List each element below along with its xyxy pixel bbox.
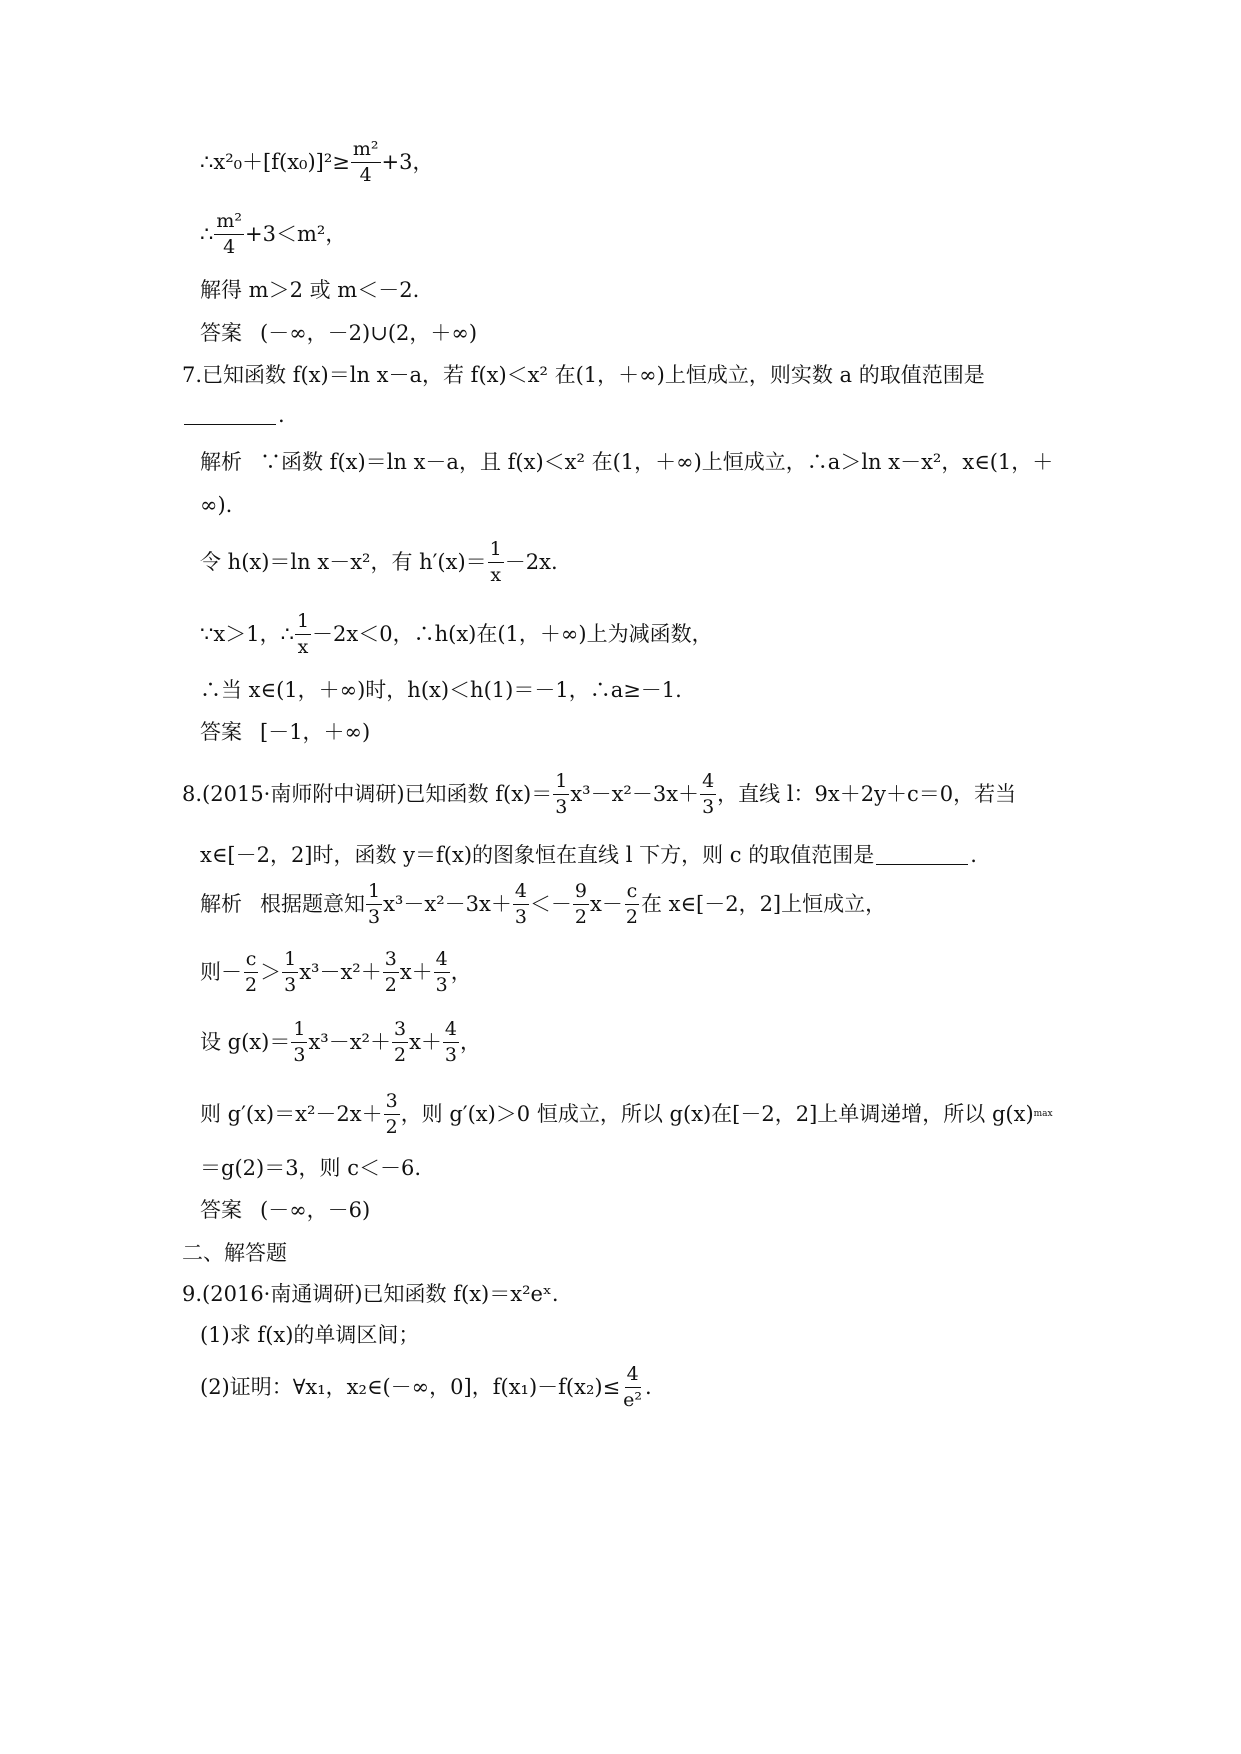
ineq1-prefix: ∴ <box>200 150 214 174</box>
fraction-4-over-3: $\frac{4}{3}$ <box>444 1018 458 1066</box>
analysis-label: 解析 <box>200 892 242 916</box>
answer-line-6 <box>200 323 477 344</box>
fraction-9-over-2: $\frac{9}{2}$ <box>574 880 588 928</box>
q7-analysis-2: ∞). <box>200 493 233 517</box>
fraction-c-over-2: $\frac{c}{2}$ <box>625 880 638 928</box>
solve-line: 解得 m＞2 或 m＜－2. <box>200 278 420 302</box>
q7-analysis-1: 解析 ∵函数 f(x)＝ln x－a，且 f(x)＜x² 在(1，＋∞)上恒成立，∴a＞ln x－x²，x∈(1，＋ <box>200 450 1054 474</box>
q8-answer: 答案 (－∞，－6) <box>200 1198 371 1222</box>
q8-analysis-2: 则－ $\frac{c}{2}$ ＞ $\frac{1}{3}$ x³－x²＋ $\frac{3}{2}$ x＋ $\frac{4}{3}$ ， <box>200 948 472 996</box>
q7-number: 7. <box>182 363 203 387</box>
ineq-line-2 <box>200 212 346 257</box>
q7-blank-line: . <box>182 405 285 426</box>
fraction-3-over-2: $\frac{3}{2}$ <box>384 948 397 996</box>
answer-label: 答案 <box>200 1198 242 1222</box>
analysis-label: 解析 <box>200 450 242 474</box>
q8-analysis-5: ＝g(2)＝3，则 c＜－6. <box>200 1156 422 1180</box>
answer-blank <box>184 406 276 425</box>
ineq2-rest: +3＜ <box>245 222 297 246</box>
ineq2-prefix: ∴ <box>200 222 214 246</box>
fraction-c-over-2: $\frac{c}{2}$ <box>245 948 258 996</box>
answer-label: 答案 <box>200 720 242 744</box>
q7-analysis-4: ∵x＞1，∴ $\frac{1}{x}$ －2x＜0，∴h(x)在(1，＋∞)上为减函数， <box>200 610 713 658</box>
fraction-1-over-3: $\frac{1}{3}$ <box>293 1018 306 1066</box>
answer-blank <box>876 846 968 865</box>
ineq1-rest: +3， <box>381 150 434 174</box>
section-heading: 二、解答题 <box>182 1241 287 1265</box>
q7-answer: 答案 [－1，＋∞) <box>200 720 371 744</box>
q8-stem-2: x∈[－2，2]时，函数 y＝f(x)的图象恒在直线 l 下方，则 c 的取值范围是 . <box>200 843 977 867</box>
q7-stem-text: 已知函数 f(x)＝ln x－a，若 f(x)＜x² 在(1，＋∞)上恒成立，则实数 a 的取值范围是 <box>202 363 985 387</box>
fraction-m2-over-4: $\frac{\text{m²}}{4}$ <box>352 138 379 186</box>
ineq-line-1 <box>200 140 433 185</box>
fraction-1-over-x: $\frac{1}{x}$ <box>489 538 502 586</box>
fraction-m2-over-4-b: $\frac{\text{m²}}{4}$ <box>216 210 243 258</box>
fraction-3-over-2: $\frac{3}{2}$ <box>393 1018 407 1066</box>
fraction-4-over-3: $\frac{4}{3}$ <box>514 880 527 928</box>
q7-stem <box>182 365 985 386</box>
fraction-1-over-3: $\frac{1}{3}$ <box>284 948 297 996</box>
q9-stem: 9. (2016·南通调研)已知函数 f(x)＝x²eˣ. <box>182 1282 559 1306</box>
q9-part-1: (1)求 f(x)的单调区间； <box>200 1323 420 1347</box>
fraction-3-over-2: $\frac{3}{2}$ <box>385 1090 398 1138</box>
fraction-4-over-3: $\frac{4}{3}$ <box>435 948 448 996</box>
fraction-4-over-e2: $\frac{4}{\text{e²}}$ <box>623 1363 643 1411</box>
fraction-1-over-3: $\frac{1}{3}$ <box>368 880 381 928</box>
max-subscript: max <box>1033 1109 1053 1119</box>
q7-analysis-3: 令 h(x)＝ln x－x²，有 h′(x)＝ $\frac{1}{x}$ －2x. <box>200 538 558 586</box>
fraction-4-over-3: $\frac{4}{3}$ <box>702 770 715 818</box>
answer-label: 答案 <box>200 321 242 345</box>
ineq1-expr: x²₀＋[f(x₀)]²≥ <box>213 150 350 174</box>
q8-analysis-3: 设 g(x)＝ $\frac{1}{3}$ x³－x²＋ $\frac{3}{2}$ x＋ $\frac{4}{3}$ ， <box>200 1018 482 1066</box>
q9-part-2: (2)证明：∀x₁，x₂∈(－∞，0]，f(x₁)－f(x₂)≤ $\frac{4}{\text{e²}}$ . <box>200 1363 652 1411</box>
answer-value: (－∞，－2)∪(2，＋∞) <box>260 321 478 345</box>
ineq2-tail: m²， <box>296 222 347 246</box>
q8-analysis-1: 解析 根据题意知 $\frac{1}{3}$ x³－x²－3x＋ $\frac{4}{3}$ ＜－ $\frac{9}{2}$ x－ $\frac{c}{2}$ 在 x∈[－2，2]上恒成立， <box>200 880 887 928</box>
fraction-1-over-x-b: $\frac{1}{x}$ <box>296 610 310 658</box>
fraction-1-over-3: $\frac{1}{3}$ <box>555 770 568 818</box>
q7-analysis-5: ∴当 x∈(1，＋∞)时，h(x)＜h(1)＝－1，∴a≥－1. <box>200 678 682 702</box>
q8-stem: 8. (2015·南师附中调研)已知函数 f(x)＝ $\frac{1}{3}$ x³－x²－3x＋ $\frac{4}{3}$ ，直线 l：9x＋2y＋c＝0，若当 <box>182 770 1017 818</box>
q8-analysis-4: 则 g′(x)＝x²－2x＋ $\frac{3}{2}$ ，则 g′(x)＞0 恒成立，所以 g(x)在[－2，2]上单调递增，所以 g(x) max <box>200 1090 1053 1138</box>
